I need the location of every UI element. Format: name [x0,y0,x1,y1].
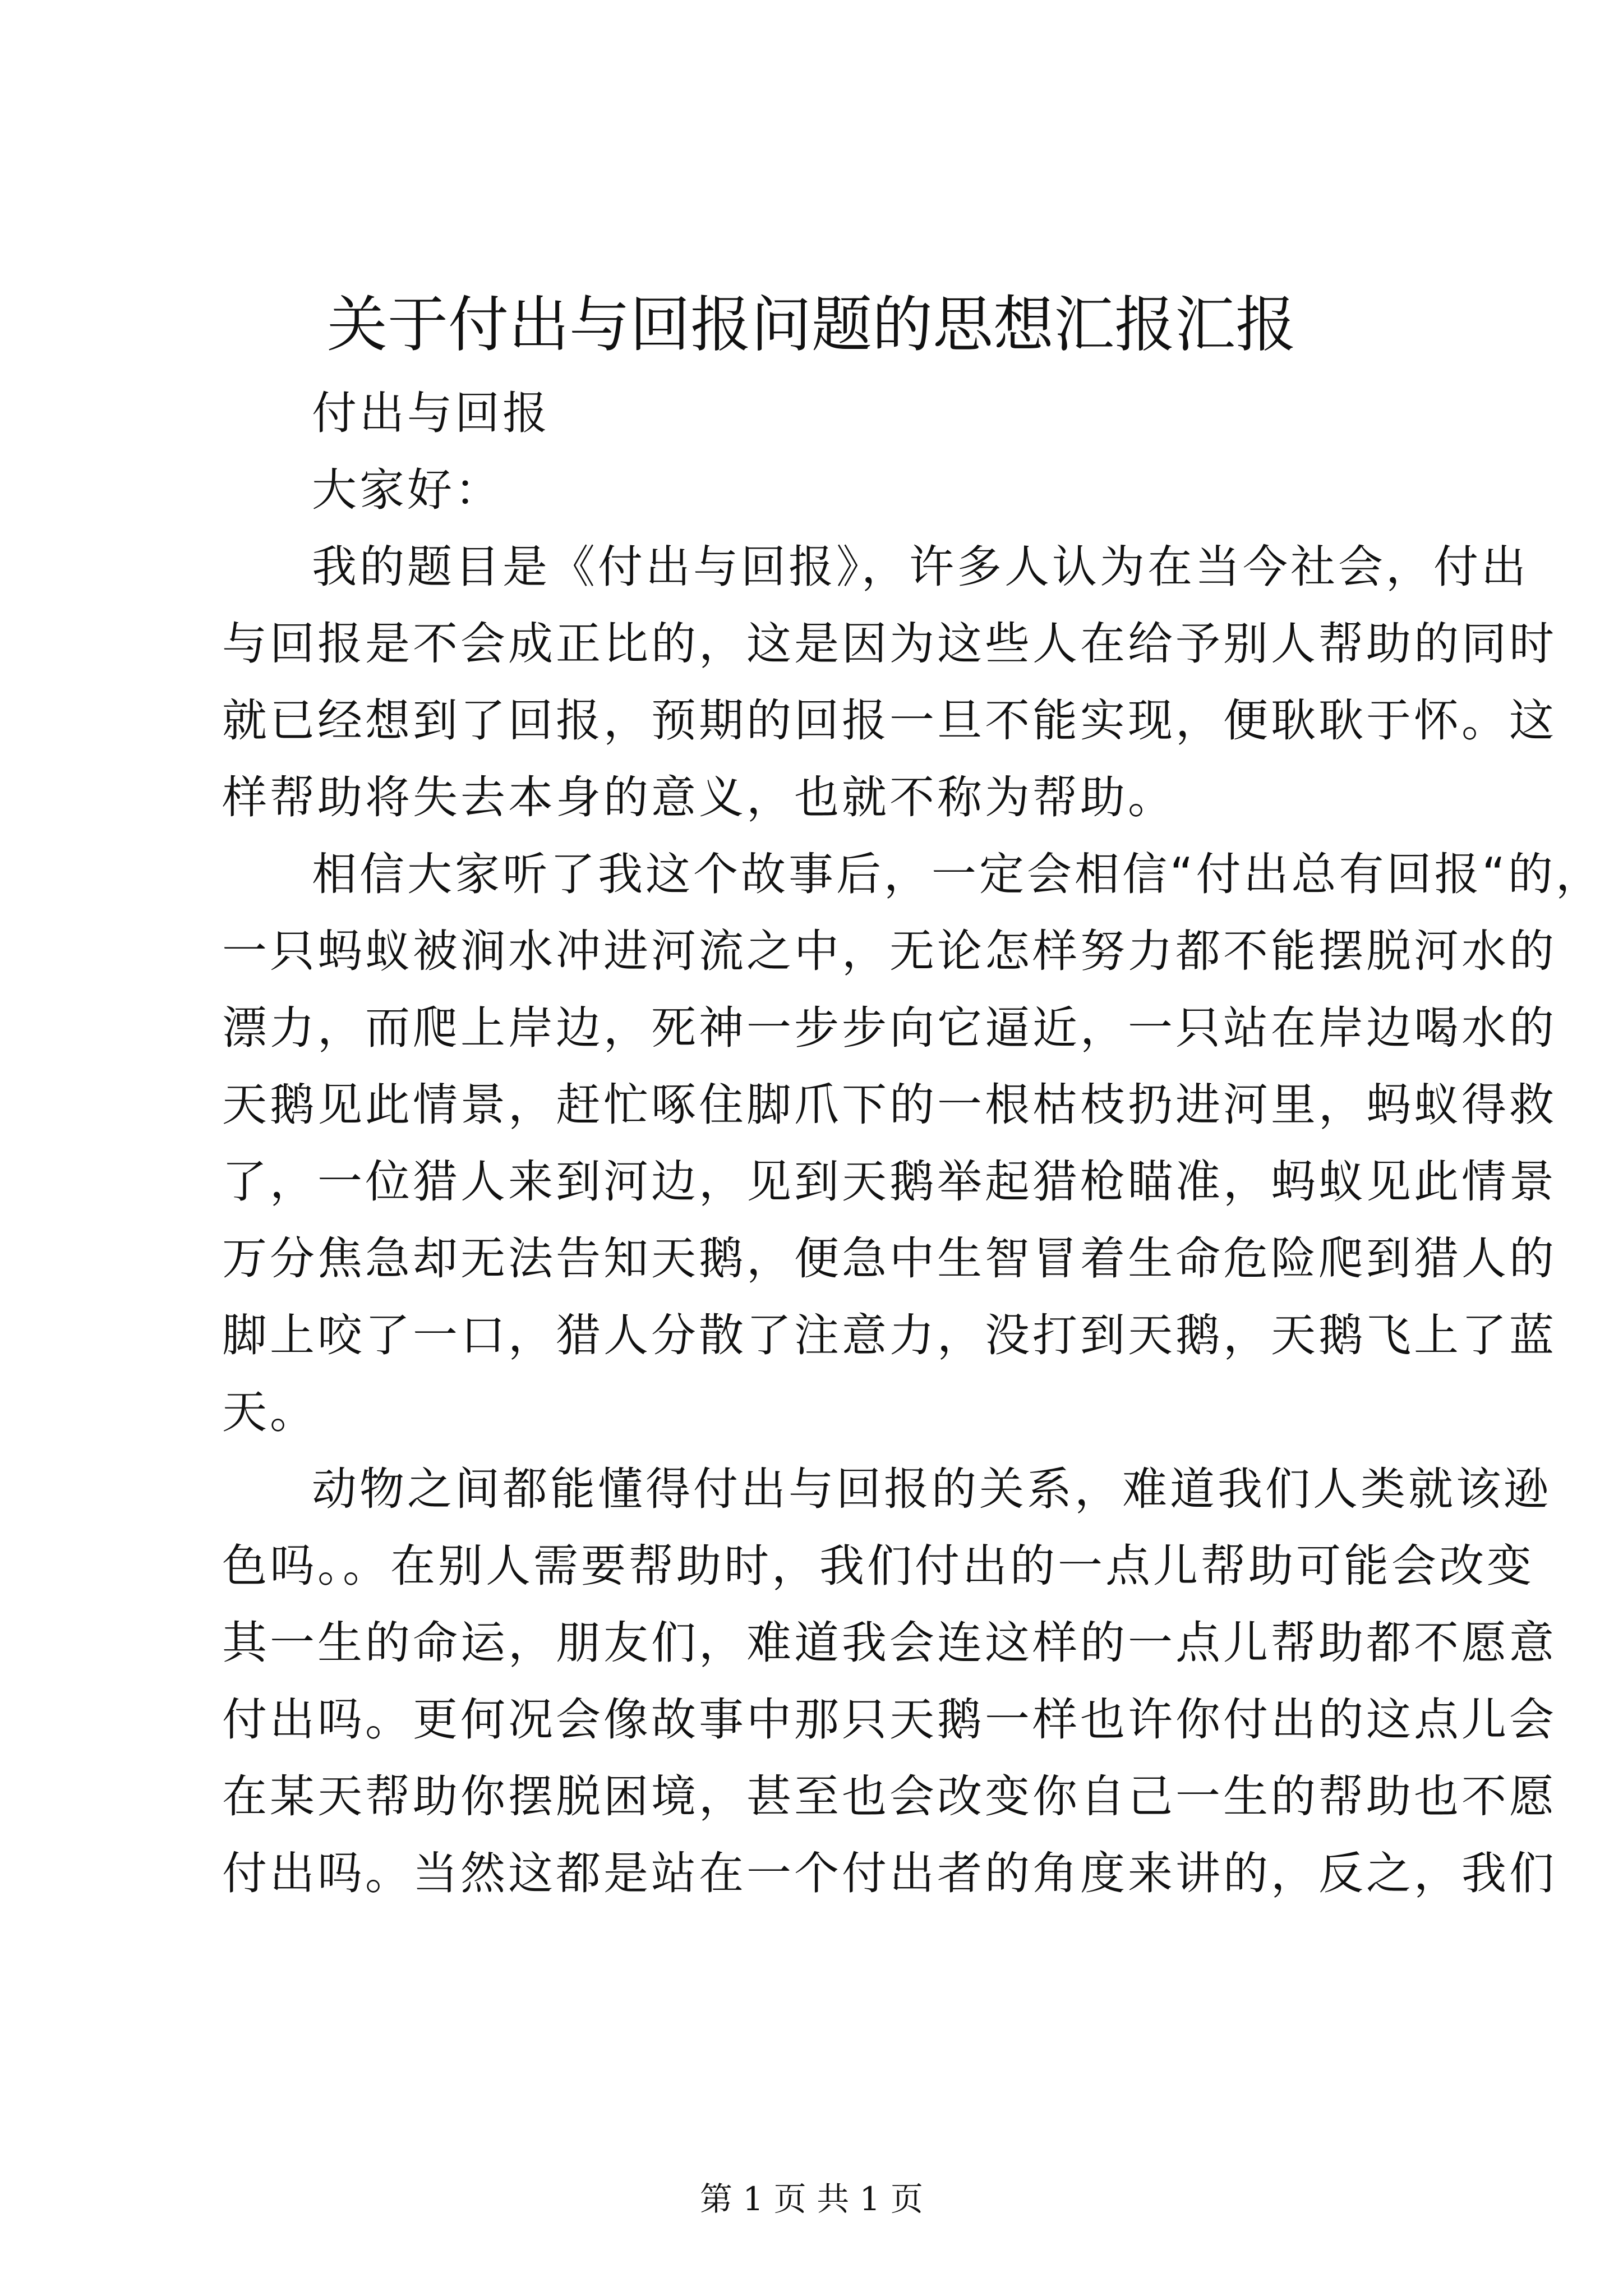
document-title: 关于付出与回报问题的思想汇报汇报 [326,290,1296,360]
paragraph-line: 了，一位猎人来到河边，见到天鹅举起猎枪瞄准，蚂蚁见此情景 [222,1156,1557,1208]
paragraph-line: 天。 [222,1386,317,1438]
paragraph-line: 就已经想到了回报，预期的回报一旦不能实现，便耿耿于怀。这 [222,694,1557,747]
paragraph-line: 付出吗。当然这都是站在一个付出者的角度来讲的，反之，我们 [222,1847,1557,1899]
page-footer: 第 1 页 共 1 页 [700,2180,923,2218]
paragraph-line: 其一生的命运，朋友们，难道我会连这样的一点儿帮助都不愿意 [222,1617,1557,1669]
paragraph-1 [222,528,1557,836]
paragraph-line: 天鹅见此情景，赶忙啄住脚爪下的一根枯枝扔进河里，蚂蚁得救 [222,1079,1557,1131]
paragraph-line: 我的题目是《付出与回报》，许多人认为在当今社会，付出 [312,541,1529,593]
paragraph-line: 付出吗。更何况会像故事中那只天鹅一样也许你付出的这点儿会 [222,1694,1557,1746]
paragraph-line: 动物之间都能懂得付出与回报的关系，难道我们人类就该逊 [312,1463,1551,1515]
paragraph-line: 脚上咬了一口，猎人分散了注意力，没打到天鹅，天鹅飞上了蓝 [222,1309,1557,1361]
subtitle: 付出与回报 [312,387,550,439]
paragraph-line: 漂力，而爬上岸边，死神一步步向它逼近，一只站在岸边喝水的 [222,1002,1557,1054]
paragraph-3 [222,1451,1557,1912]
paragraph-line: 在某天帮助你摆脱困境，甚至也会改变你自己一生的帮助也不愿 [222,1770,1557,1823]
paragraph-line: 样帮助将失去本身的意义，也就不称为帮助。 [222,771,1175,823]
paragraph-line: 相信大家听了我这个故事后，一定会相信“付出总有回报“的， [312,848,1603,900]
paragraph-2 [222,836,1603,1451]
greeting: 大家好： [312,464,502,516]
document-body [222,375,1603,1912]
paragraph-line: 一只蚂蚁被涧水冲进河流之中，无论怎样努力都不能摆脱河水的 [222,925,1557,977]
paragraph-line: 与回报是不会成正比的，这是因为这些人在给予别人帮助的同时 [222,618,1557,670]
paragraph-line: 色吗。。在别人需要帮助时，我们付出的一点儿帮助可能会改变 [222,1540,1534,1592]
paragraph-line: 万分焦急却无法告知天鹅，便急中生智冒着生命危险爬到猎人的 [222,1232,1557,1285]
